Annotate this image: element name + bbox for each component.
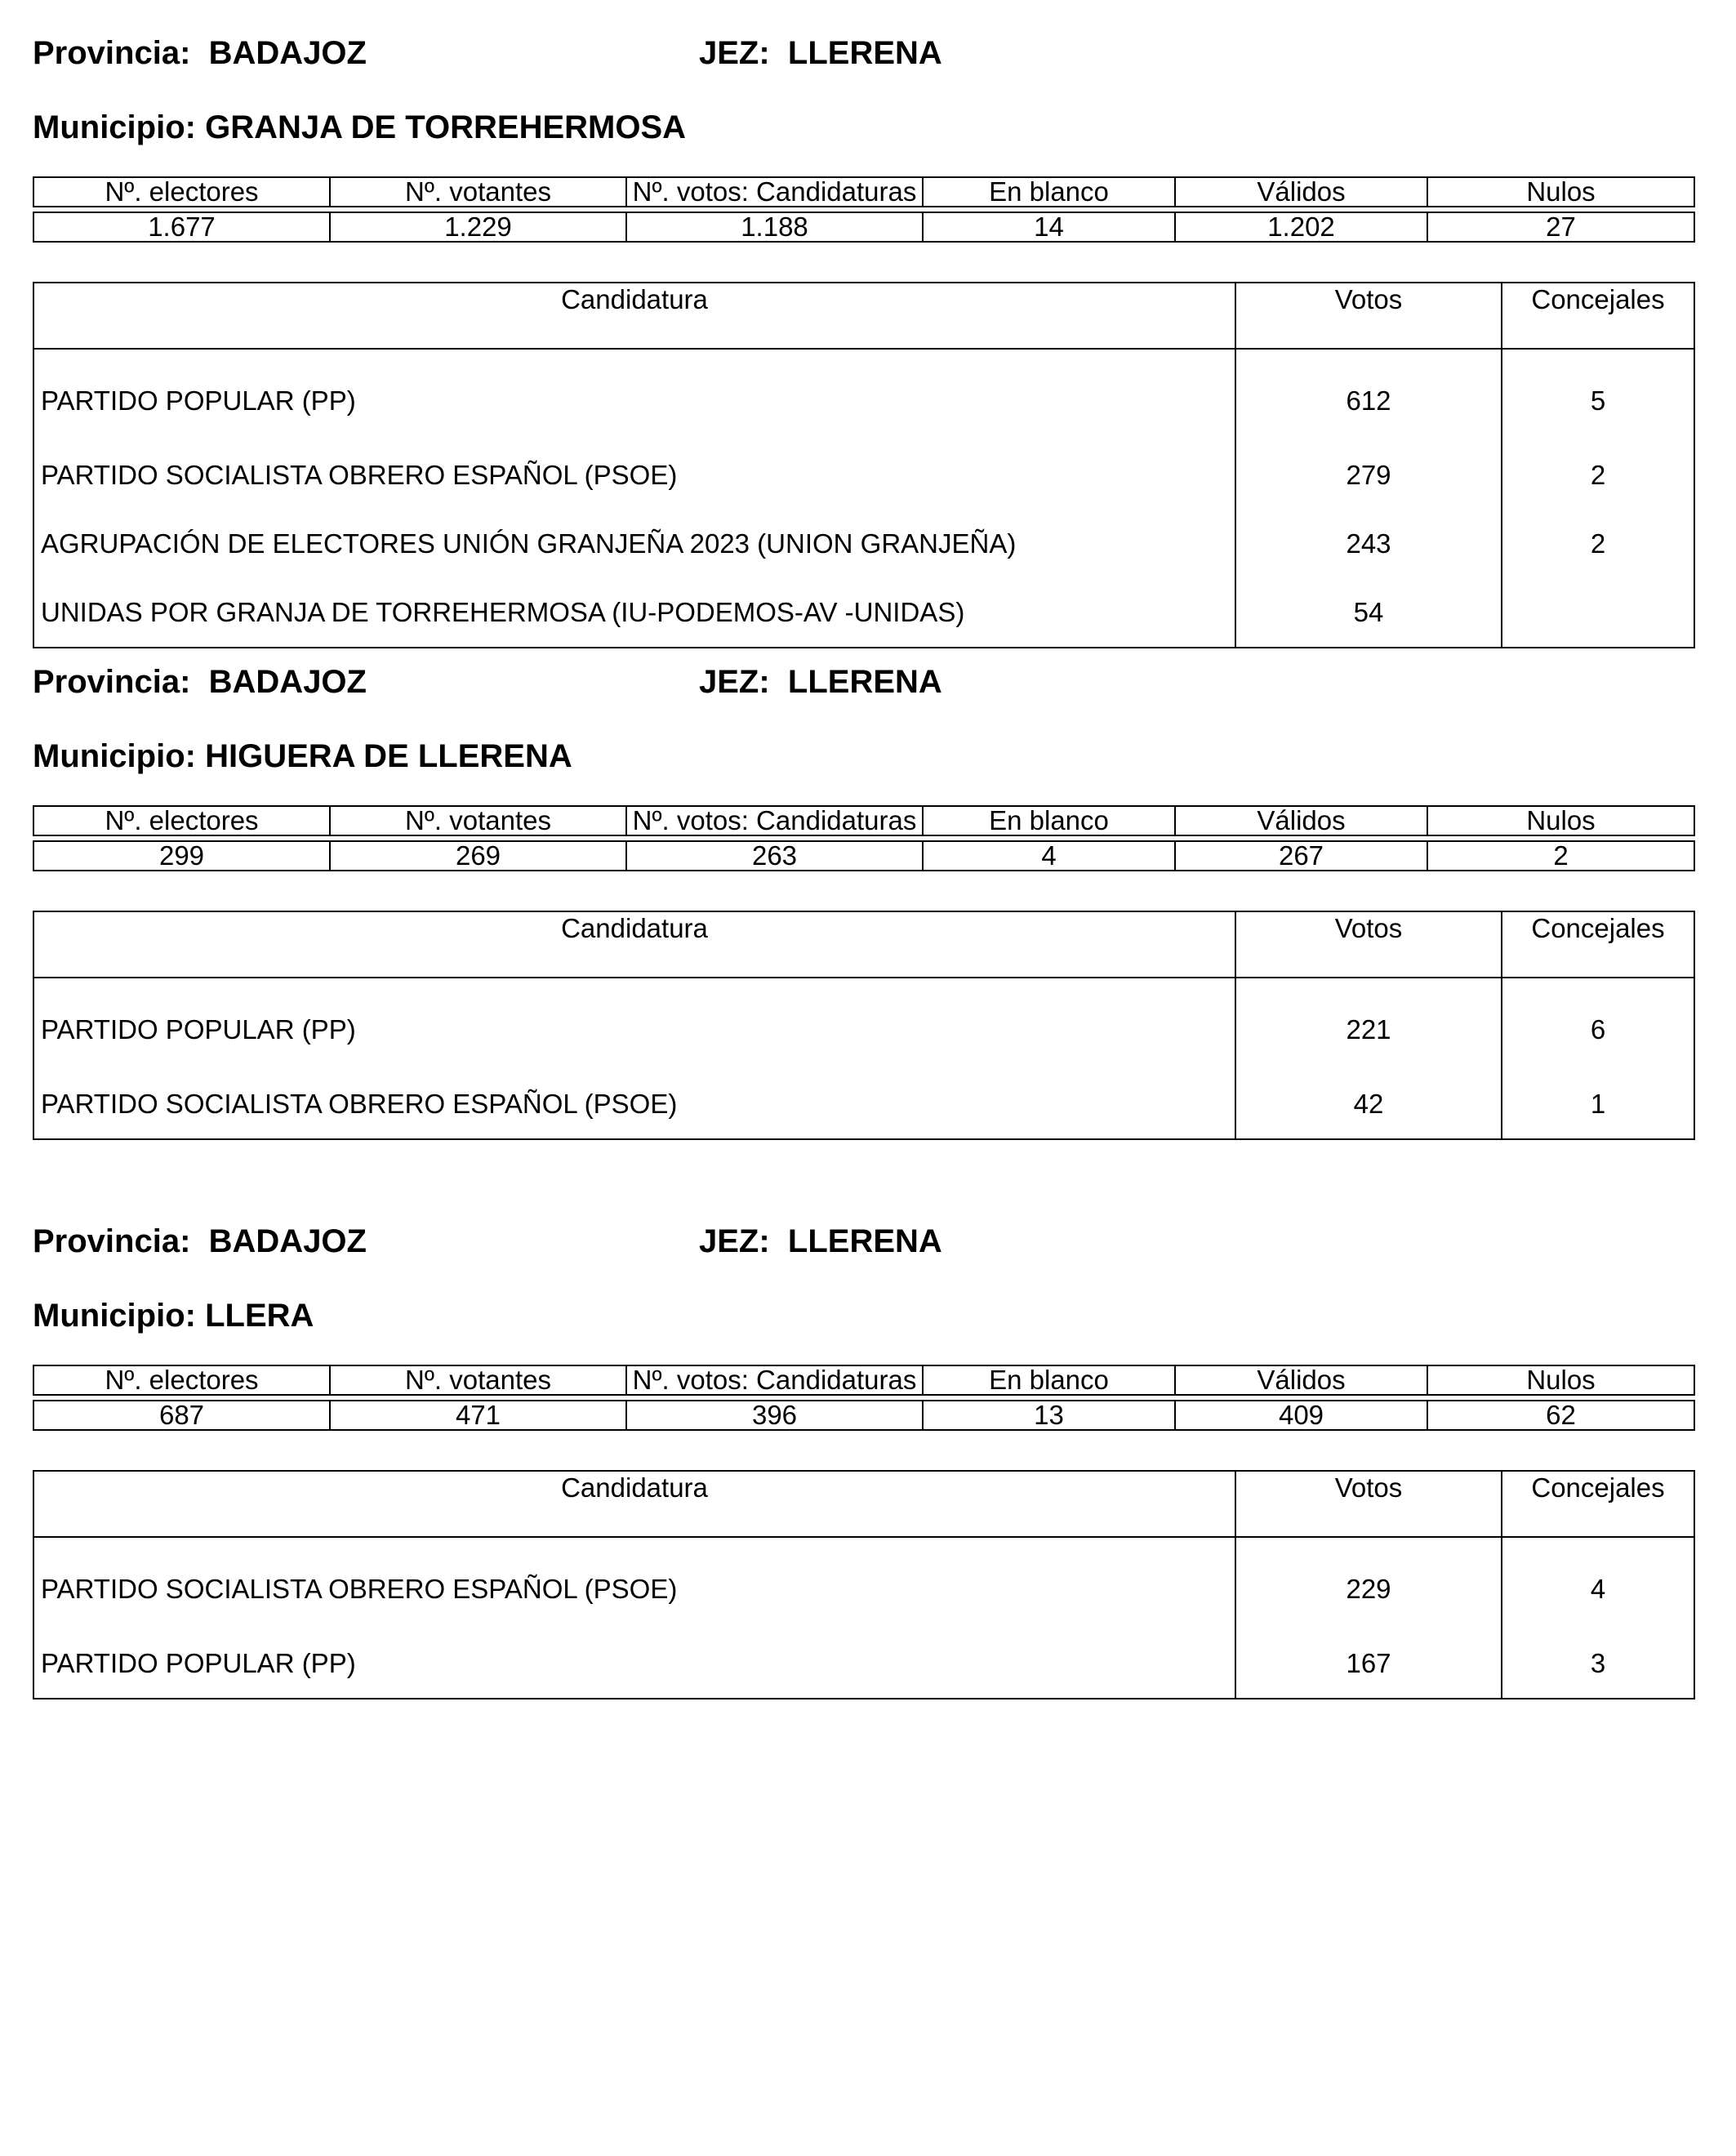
stats-value-cell: 471 — [330, 1401, 626, 1430]
municipality-section — [0, 629, 1736, 1250]
stats-value-cell: 27 — [1427, 212, 1694, 242]
votos-cell: 612 — [1235, 349, 1502, 441]
stats-header-cell: Nº. electores — [33, 177, 330, 207]
concejales-cell: 6 — [1502, 978, 1694, 1070]
municipio-value: GRANJA DE TORREHERMOSA — [205, 109, 687, 145]
votos-cell: 243 — [1235, 510, 1502, 578]
stats-header-cell: Válidos — [1175, 1365, 1427, 1395]
jez-label: JEZ: — [699, 1223, 770, 1259]
candidatura-cell: PARTIDO SOCIALISTA OBRERO ESPAÑOL (PSOE) — [33, 1070, 1235, 1139]
provincia-label: Provincia: — [33, 1223, 191, 1259]
stats-value-cell: 2 — [1427, 841, 1694, 871]
candidatura-cell: PARTIDO POPULAR (PP) — [33, 978, 1235, 1070]
results-row — [33, 349, 1694, 441]
stats-header-cell: Válidos — [1175, 806, 1427, 835]
municipio-line — [33, 740, 572, 773]
results-table — [33, 1470, 1695, 1699]
stats-value-cell: 263 — [626, 841, 923, 871]
concejales-cell: 2 — [1502, 441, 1694, 510]
results-header-cell: Concejales — [1502, 283, 1694, 349]
stats-header-cell: Válidos — [1175, 177, 1427, 207]
concejales-cell: 3 — [1502, 1629, 1694, 1699]
stats-header-cell: En blanco — [923, 806, 1175, 835]
stats-value-row — [33, 1401, 1694, 1430]
stats-table — [33, 176, 1695, 243]
stats-header-cell: Nº. votos: Candidaturas — [626, 806, 923, 835]
stats-value-cell: 396 — [626, 1401, 923, 1430]
stats-value-cell: 269 — [330, 841, 626, 871]
stats-value-cell: 687 — [33, 1401, 330, 1430]
jez-value: LLERENA — [787, 664, 942, 700]
provincia-label: Provincia: — [33, 664, 191, 700]
stats-value-row — [33, 212, 1694, 242]
results-table — [33, 911, 1695, 1140]
votos-cell: 42 — [1235, 1070, 1502, 1139]
concejales-cell: 2 — [1502, 510, 1694, 578]
jez-value: LLERENA — [787, 35, 942, 71]
candidatura-cell: PARTIDO POPULAR (PP) — [33, 1629, 1235, 1699]
stats-value-cell: 267 — [1175, 841, 1427, 871]
stats-value-cell: 62 — [1427, 1401, 1694, 1430]
candidatura-cell: UNIDAS POR GRANJA DE TORREHERMOSA (IU-PODEMOS-AV -UNIDAS) — [33, 578, 1235, 648]
results-header-cell: Candidatura — [33, 283, 1235, 349]
results-header-row — [33, 911, 1694, 978]
jez-line — [699, 666, 942, 698]
provincia-label: Provincia: — [33, 35, 191, 71]
municipio-line — [33, 1299, 314, 1332]
stats-table — [33, 1365, 1695, 1431]
candidatura-cell: PARTIDO POPULAR (PP) — [33, 349, 1235, 441]
jez-value: LLERENA — [787, 1223, 942, 1259]
stats-value-row — [33, 841, 1694, 871]
stats-header-cell: Nulos — [1427, 177, 1694, 207]
municipality-section — [0, 1188, 1736, 1809]
stats-value-cell: 1.229 — [330, 212, 626, 242]
candidatura-cell: PARTIDO SOCIALISTA OBRERO ESPAÑOL (PSOE) — [33, 441, 1235, 510]
stats-table — [33, 805, 1695, 871]
stats-header-cell: En blanco — [923, 177, 1175, 207]
provincia-value: BADAJOZ — [208, 1223, 367, 1259]
concejales-cell: 1 — [1502, 1070, 1694, 1139]
results-row — [33, 510, 1694, 578]
stats-header-cell: Nº. votos: Candidaturas — [626, 1365, 923, 1395]
results-table — [33, 282, 1695, 648]
municipio-value: HIGUERA DE LLERENA — [205, 738, 572, 774]
provincia-line — [33, 666, 367, 698]
stats-header-cell: Nº. votos: Candidaturas — [626, 177, 923, 207]
candidatura-cell: PARTIDO SOCIALISTA OBRERO ESPAÑOL (PSOE) — [33, 1537, 1235, 1629]
votos-cell: 221 — [1235, 978, 1502, 1070]
candidatura-cell: AGRUPACIÓN DE ELECTORES UNIÓN GRANJEÑA 2023 (UNION GRANJEÑA) — [33, 510, 1235, 578]
results-header-cell: Votos — [1235, 1471, 1502, 1537]
municipality-section — [0, 0, 1736, 627]
municipio-label: Municipio: — [33, 738, 196, 774]
stats-header-row — [33, 1365, 1694, 1395]
stats-header-cell: Nº. electores — [33, 806, 330, 835]
results-header-cell: Candidatura — [33, 1471, 1235, 1537]
stats-header-cell: En blanco — [923, 1365, 1175, 1395]
provincia-line — [33, 37, 367, 69]
stats-value-cell: 14 — [923, 212, 1175, 242]
stats-header-cell: Nulos — [1427, 1365, 1694, 1395]
concejales-cell: 4 — [1502, 1537, 1694, 1629]
results-header-cell: Votos — [1235, 283, 1502, 349]
provincia-line — [33, 1225, 367, 1258]
stats-value-cell: 1.677 — [33, 212, 330, 242]
municipio-label: Municipio: — [33, 1298, 196, 1334]
stats-value-cell: 299 — [33, 841, 330, 871]
stats-header-row — [33, 177, 1694, 207]
provincia-value: BADAJOZ — [208, 35, 367, 71]
stats-header-cell: Nulos — [1427, 806, 1694, 835]
municipio-value: LLERA — [205, 1298, 314, 1334]
stats-header-cell: Nº. votantes — [330, 177, 626, 207]
results-row — [33, 1070, 1694, 1139]
stats-header-cell: Nº. votantes — [330, 806, 626, 835]
stats-header-cell: Nº. electores — [33, 1365, 330, 1395]
votos-cell: 167 — [1235, 1629, 1502, 1699]
votos-cell: 229 — [1235, 1537, 1502, 1629]
municipio-line — [33, 111, 686, 144]
jez-label: JEZ: — [699, 35, 770, 71]
stats-value-cell: 4 — [923, 841, 1175, 871]
municipio-label: Municipio: — [33, 109, 196, 145]
votos-cell: 54 — [1235, 578, 1502, 648]
results-header-row — [33, 1471, 1694, 1537]
jez-line — [699, 37, 942, 69]
results-row — [33, 1537, 1694, 1629]
results-row — [33, 1629, 1694, 1699]
jez-line — [699, 1225, 942, 1258]
results-row — [33, 978, 1694, 1070]
results-header-cell: Concejales — [1502, 911, 1694, 978]
results-header-cell: Votos — [1235, 911, 1502, 978]
stats-header-row — [33, 806, 1694, 835]
results-header-cell: Candidatura — [33, 911, 1235, 978]
results-header-row — [33, 283, 1694, 349]
stats-header-cell: Nº. votantes — [330, 1365, 626, 1395]
jez-label: JEZ: — [699, 664, 770, 700]
votos-cell: 279 — [1235, 441, 1502, 510]
results-row — [33, 441, 1694, 510]
stats-value-cell: 13 — [923, 1401, 1175, 1430]
concejales-cell: 5 — [1502, 349, 1694, 441]
results-header-cell: Concejales — [1502, 1471, 1694, 1537]
stats-value-cell: 409 — [1175, 1401, 1427, 1430]
stats-value-cell: 1.188 — [626, 212, 923, 242]
provincia-value: BADAJOZ — [208, 664, 367, 700]
stats-value-cell: 1.202 — [1175, 212, 1427, 242]
